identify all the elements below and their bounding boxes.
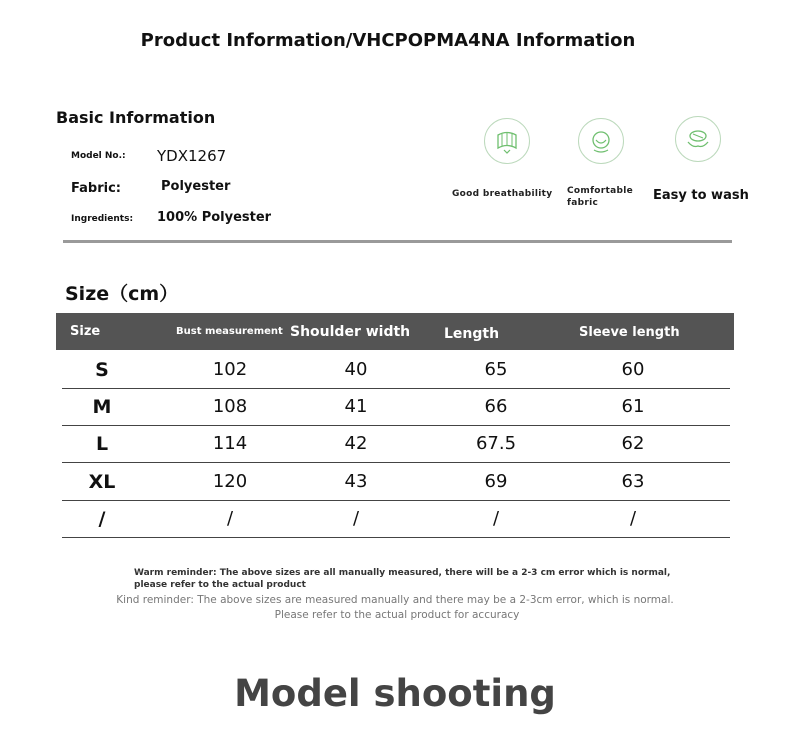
- model-shooting-title: Model shooting: [234, 672, 556, 715]
- header-shoulder: Shoulder width: [290, 323, 411, 340]
- measurement-cell: 108: [212, 396, 248, 417]
- feature-label-easy-wash: Easy to wash: [653, 188, 749, 203]
- table-row: [62, 388, 730, 426]
- section-divider: [63, 240, 732, 243]
- table-row: [62, 500, 730, 538]
- size-cell: L: [95, 432, 109, 455]
- measurement-cell: /: [226, 508, 234, 529]
- feature-label-comfortable: Comfortable: [567, 186, 634, 196]
- breathable-fabric-icon: [484, 118, 530, 164]
- measurement-cell: 67.5: [475, 433, 517, 454]
- header-bust: Bust measurement: [176, 326, 283, 337]
- kind-reminder-line2: Please refer to the actual product for accuracy: [274, 609, 520, 621]
- size-cell: XL: [88, 470, 116, 493]
- measurement-cell: /: [492, 508, 500, 529]
- table-row: [62, 463, 730, 501]
- measurement-cell: 120: [212, 471, 248, 492]
- comfort-fabric-icon: [578, 118, 624, 164]
- fabric-value: Polyester: [161, 179, 231, 194]
- fabric-label: Fabric:: [71, 181, 121, 196]
- measurement-cell: 41: [344, 396, 368, 417]
- table-row: [62, 351, 730, 389]
- measurement-cell: 65: [484, 359, 508, 380]
- measurement-cell: 114: [212, 433, 248, 454]
- header-length: Length: [444, 325, 500, 342]
- size-cell: S: [95, 358, 109, 381]
- measurement-cell: /: [352, 508, 360, 529]
- ingredients-label: Ingredients:: [71, 214, 134, 224]
- size-cell: M: [92, 395, 112, 418]
- measurement-cell: /: [629, 508, 637, 529]
- header-sleeve: Sleeve length: [579, 325, 680, 340]
- feature-label-breathability: Good breathability: [452, 189, 553, 199]
- hand-wash-icon: [675, 116, 721, 162]
- table-row: [62, 425, 730, 463]
- measurement-cell: 40: [344, 359, 368, 380]
- page-title: Product Information/VHCPOPMA4NA Information: [140, 30, 636, 51]
- model-label: Model No.:: [71, 151, 126, 161]
- measurement-cell: 63: [621, 471, 645, 492]
- warm-reminder-line1: Warm reminder: The above sizes are all manually measured, there will be a 2-3 cm error which is normal,: [134, 568, 671, 578]
- measurement-cell: 66: [484, 396, 508, 417]
- kind-reminder-line1: Kind reminder: The above sizes are measured manually and there may be a 2-3cm error, which is normal.: [116, 594, 674, 606]
- measurement-cell: 60: [621, 359, 645, 380]
- model-value: YDX1267: [157, 147, 227, 165]
- measurement-cell: 43: [344, 471, 368, 492]
- size-title: Size（cm）: [65, 283, 179, 305]
- measurement-cell: 42: [344, 433, 368, 454]
- measurement-cell: 61: [621, 396, 645, 417]
- ingredients-value: 100% Polyester: [157, 210, 272, 225]
- size-table-header: [56, 313, 734, 350]
- measurement-cell: 102: [212, 359, 248, 380]
- basic-information-title: Basic Information: [56, 108, 216, 127]
- header-size: Size: [70, 324, 101, 339]
- measurement-cell: 62: [621, 433, 645, 454]
- feature-label-fabric: fabric: [567, 198, 599, 208]
- warm-reminder-line2: please refer to the actual product: [134, 580, 306, 590]
- measurement-cell: 69: [484, 471, 508, 492]
- size-cell: /: [98, 507, 106, 530]
